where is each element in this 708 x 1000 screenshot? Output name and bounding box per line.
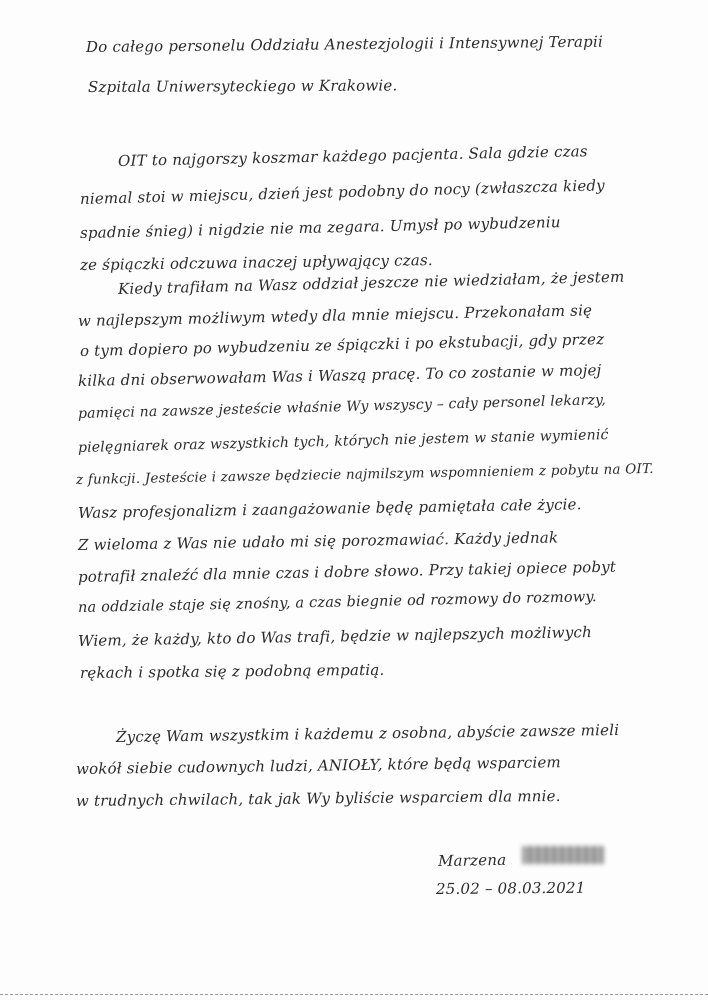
paragraph2-line-3: o tym dopiero po wybudzeniu ze śpiączki i po ekstubacji, gdy przez: [79, 330, 605, 360]
paragraph2-line-4: kilka dni obserwowałam Was i Waszą pracę. To co zostanie w mojej: [77, 361, 602, 390]
paragraph1-line-1: OIT to najgorszy koszmar każdego pacjenta. Sala gdzie czas: [117, 142, 588, 170]
signature-name: Marzena: [437, 850, 507, 870]
paragraph2-line-2: w najlepszym możliwym wtedy dla mnie miejscu. Przekonałam się: [77, 301, 593, 330]
paragraph3-line-2: wokół siebie cudownych ludzi, ANIOŁY, które będą wsparciem: [75, 753, 562, 778]
scan-edge-divider: [0, 994, 708, 997]
paragraph2-line-7: z funkcji. Jesteście i zawsze będziecie najmilszym wspomnieniem z pobytu na OIT.: [75, 460, 654, 488]
paragraph2-line-9: Z wieloma z Was nie udało mi się porozmawiać. Każdy jednak: [77, 528, 559, 554]
paragraph2-line-8: Wasz profesjonalizm i zaangażowanie będę pamiętała całe życie.: [77, 495, 582, 522]
salutation-line-1: Do całego personelu Oddziału Anestezjologii i Intensywnej Terapii: [85, 32, 604, 56]
paragraph2-line-1: Kiedy trafiłam na Wasz oddział jeszcze nie wiedziałam, że jestem: [117, 267, 625, 298]
paragraph3-line-1: Życzę Wam wszystkim i każdemu z osobna, abyście zawsze mieli: [115, 720, 620, 746]
paragraph2-line-10: potrafił znaleźć dla mnie czas i dobre słowo. Przy takiej opiece pobyt: [77, 557, 617, 586]
paragraph2-line-13: rękach i spotka się z podobną empatią.: [79, 660, 385, 682]
paragraph2-line-5: pamięci na zawsze jesteście właśnie Wy wszyscy – cały personel lekarzy,: [77, 392, 607, 422]
paragraph2-line-6: pielęgniarek oraz wszystkich tych, których nie jestem w stanie wymienić: [77, 427, 609, 456]
signature-dates: 25.02 – 08.03.2021: [435, 878, 586, 898]
paragraph2-line-12: Wiem, że każdy, kto do Was trafi, będzie w najlepszych możliwych: [77, 623, 593, 650]
redacted-surname: [522, 846, 604, 864]
salutation-line-2: Szpitala Uniwersyteckiego w Krakowie.: [87, 76, 398, 96]
paragraph1-line-4: ze śpiączki odczuwa inaczej upływający czas.: [79, 251, 433, 274]
paragraph1-line-2: niemal stoi w miejscu, dzień jest podobny do nocy (zwłaszcza kiedy: [79, 176, 606, 208]
paragraph1-line-3: spadnie śnieg) i nigdzie nie ma zegara. Umysł po wybudzeniu: [79, 213, 561, 242]
paragraph2-line-11: na oddziale staje się znośny, a czas biegnie od rozmowy do rozmowy.: [77, 589, 597, 616]
paragraph3-line-3: w trudnych chwilach, tak jak Wy byliście wsparciem dla mnie.: [75, 786, 561, 810]
